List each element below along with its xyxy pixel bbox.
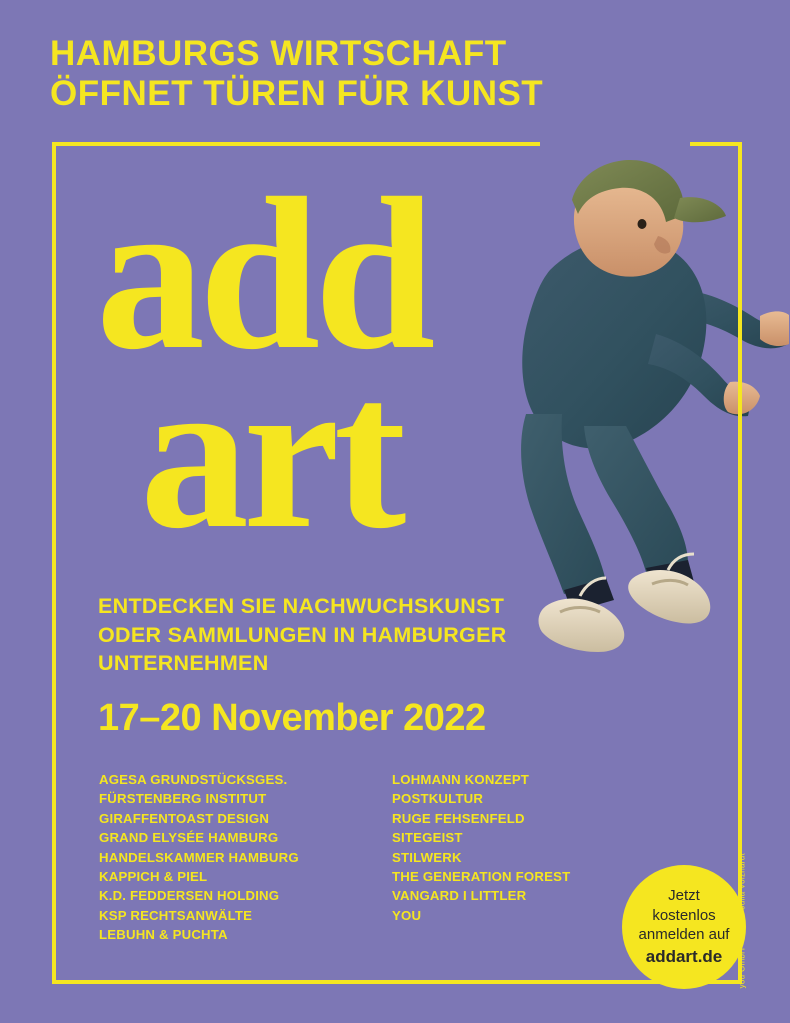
list-item: AGESA GRUNDSTÜCKSGES. (99, 772, 288, 787)
headline-line-2: ÖFFNET TÜREN FÜR KUNST (50, 73, 544, 113)
list-item: RUGE FEHSENFELD (392, 810, 525, 826)
list-item: LEBUHN & PUCHTA (99, 927, 228, 943)
logo-line-add: add (96, 154, 430, 395)
subheading-line-3: UNTERNEHMEN (98, 651, 269, 676)
list-item: THE GENERATION FOREST (392, 869, 571, 885)
page-title (50, 34, 750, 114)
credit-agency: you GmbH (737, 947, 746, 989)
subheading (98, 592, 568, 678)
headline-line-1: HAMBURGS WIRTSCHAFT (50, 34, 507, 73)
badge-line-3: anmelden auf (638, 926, 730, 944)
subheading-line-1: ENTDECKEN SIE NACHWUCHSKUNST (98, 594, 505, 618)
addart-logo (96, 154, 430, 574)
subheading-line-2: ODER SAMMLUNGEN IN HAMBURGER (98, 622, 507, 647)
list-item: GIRAFFENTOAST DESIGN (99, 810, 270, 826)
frame-gap (540, 138, 690, 152)
list-item: KSP RECHTSANWÄLTE (99, 907, 253, 923)
event-date: 17–20 November 2022 (98, 697, 486, 739)
list-item: K.D. FEDDERSEN HOLDING (99, 888, 280, 904)
badge-line-1: Jetzt (668, 887, 700, 905)
image-credits (737, 843, 746, 988)
list-item: LOHMANN KONZEPT (392, 772, 530, 787)
list-item: YOU (392, 907, 422, 923)
list-item: POSTKULTUR (392, 791, 484, 807)
partner-list-right (392, 770, 652, 945)
signup-badge[interactable] (622, 865, 746, 989)
credit-artwork: Motiv: Julia Volzhardt (737, 853, 746, 936)
list-item: HANDELSKAMMER HAMBURG (99, 849, 299, 865)
list-item: SITEGEIST (392, 830, 463, 846)
badge-line-2: kostenlos (652, 906, 716, 924)
list-item: GRAND ELYSÉE HAMBURG (99, 830, 279, 846)
partner-lists (99, 770, 659, 945)
logo-line-art: art (140, 332, 401, 574)
list-item: STILWERK (392, 849, 462, 865)
partner-list-left (99, 770, 392, 945)
list-item: FÜRSTENBERG INSTITUT (99, 791, 267, 807)
badge-url[interactable]: addart.de (645, 946, 723, 966)
list-item: KAPPICH & PIEL (99, 869, 208, 885)
list-item: VANGARD I LITTLER (392, 888, 527, 904)
